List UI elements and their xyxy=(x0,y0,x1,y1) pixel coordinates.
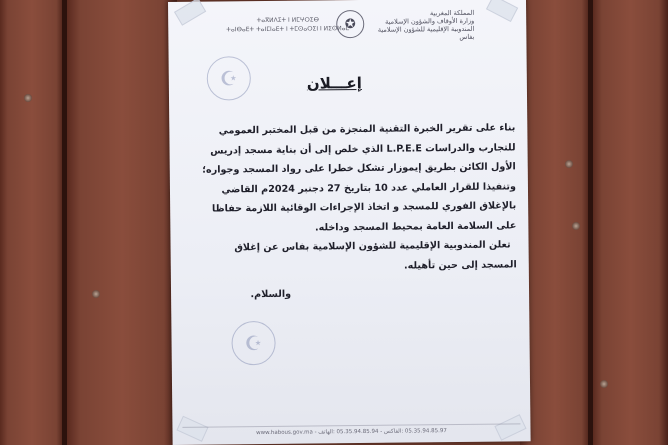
wood-plank xyxy=(593,0,668,445)
wood-plank xyxy=(520,0,590,445)
tape-icon xyxy=(486,0,518,22)
header-right xyxy=(378,9,475,42)
notice-line: بناء على تقرير الخبرة التقنية المنجزة من قبل المختبر العمومي xyxy=(218,122,516,137)
header-right-line1: المملكة المغربية xyxy=(429,8,475,18)
wood-plank xyxy=(67,0,177,445)
nail-icon xyxy=(565,160,573,168)
paper-footer: 05.35.94.85.97 :الفاكس - 05.35.94.85.94 :الهاتف - www.habous.gov.ma xyxy=(182,423,520,437)
nail-icon xyxy=(92,290,100,298)
notice-paper xyxy=(168,0,531,445)
stamp-icon: ☪ xyxy=(207,56,251,100)
nail-icon xyxy=(572,222,580,230)
header-left-line2: ⵜⴰⵏⴱⴰⴹⵜ ⵜⴰⵏⵎⵏⴰⴹⵜ ⵏ ⵜⵎⵙⴰⵔⵉⵏ ⵏ ⵍⵉⵙⵍⴰⵎ xyxy=(226,25,350,34)
notice-closing: والسلام. xyxy=(250,288,292,301)
notice-body xyxy=(179,122,517,309)
notice-title: إعـــلان xyxy=(306,73,362,93)
notice-line: تعلن المندوبية الإقليمية للشؤون الإسلامية بفاس عن إغلاق xyxy=(234,239,511,254)
notice-line: الأول الكائن بطريق إيموزار تشكل خطرا على رواد المسجد وجواره؛ xyxy=(202,161,516,176)
nail-icon xyxy=(600,380,608,388)
notice-line: المسجد إلى حين تأهيله. xyxy=(403,258,517,272)
emblem-icon: ✪ xyxy=(336,10,364,38)
header-left-line1: ⵜⴰⴳⵍⴷⵉⵜ ⵏ ⵍⵎⵖⵔⵉⴱ xyxy=(256,16,319,25)
notice-line: بالإغلاق الفوري للمسجد و اتخاذ الإجراءات الوقائية اللازمة حفاظا xyxy=(211,200,517,215)
notice-line: للتجارب والدراسات L.P.E.E الذي خلص إلى أن بناية مسجد إدريس xyxy=(210,141,516,157)
header-right-line2: وزارة الأوقاف والشؤون الإسلامية xyxy=(385,16,475,26)
nail-icon xyxy=(24,94,32,102)
tape-icon xyxy=(174,0,206,26)
wood-plank xyxy=(0,0,64,445)
notice-line: وتنفيذا للقرار العاملي عدد 10 بتاريخ 27 دجنبر 2024م القاضي xyxy=(221,180,517,195)
notice-line: على السلامة العامة بمحيط المسجد وداخله. xyxy=(314,219,517,233)
header-right-line3: المندوبية الإقليمية للشؤون الإسلامية xyxy=(377,24,475,34)
header-right-line4: بفاس xyxy=(459,32,475,41)
stamp-icon: ☪ xyxy=(231,321,275,365)
header-left xyxy=(226,15,349,34)
